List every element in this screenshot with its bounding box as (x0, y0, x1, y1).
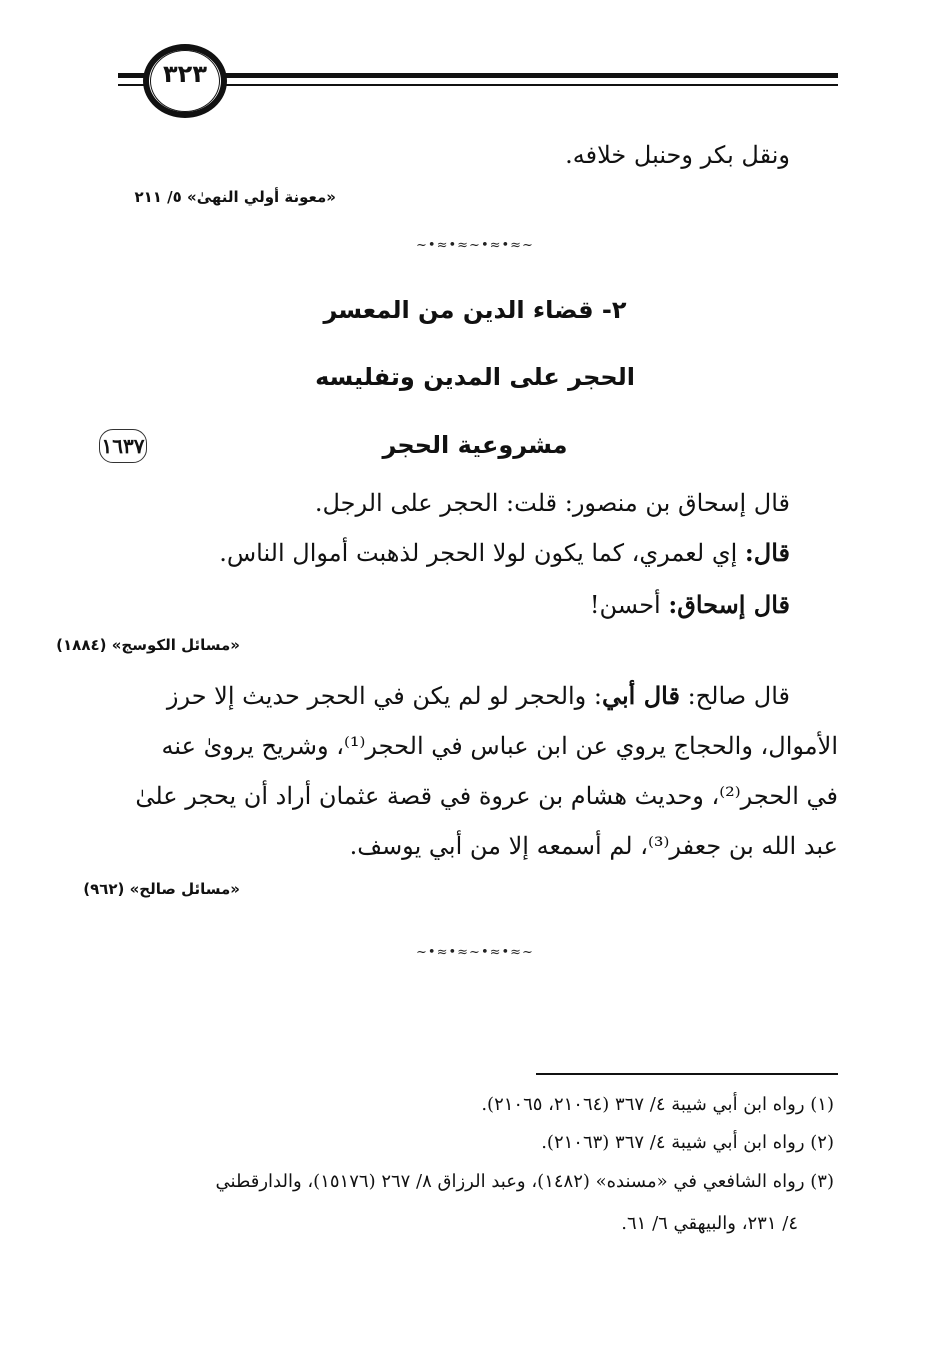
speaker-label: قال إسحاق: (668, 590, 790, 619)
footnote-separator (536, 1073, 838, 1075)
footnote-1: (١) رواه ابن أبي شيبة ٤/ ٣٦٧ (٢١٠٦٤، ٢١٠٦٥). (481, 1094, 834, 1115)
footnote-2: (٢) رواه ابن أبي شيبة ٤/ ٣٦٧ (٢١٠٦٣). (541, 1132, 834, 1153)
entry-number: ١٦٣٧ (101, 434, 145, 458)
section-title: ٢- قضاء الدين من المعسر (323, 296, 627, 324)
footnote-3-continued: ٤/ ٢٣١، والبيهقي ٦/ ٦١. (621, 1213, 798, 1234)
citation-1: «معونة أولي النهىٰ» ٥/ ٢١١ (134, 188, 336, 206)
entry-line-2-text: إي لعمري، كما يكون لولا الحجر لذهبت أموال الناس. (219, 539, 745, 567)
entry-title: مشروعية الحجر (382, 431, 568, 459)
citation-3: «مسائل صالح» (٩٦٢) (83, 880, 240, 898)
paragraph-line-4: عبد الله بن جعفر⁽³⁾، لم أسمعه إلا من أبي يوسف. (349, 832, 838, 860)
entry-line-3 (590, 590, 790, 620)
entry-line-1: قال إسحاق بن منصور: قلت: الحجر على الرجل. (314, 489, 790, 517)
ornament-divider-1: ~•≈•≈~•≈•≈~ (416, 238, 534, 253)
page-number: ٣٢٣ (163, 60, 207, 88)
paragraph-line-1b: : والحجر لو لم يكن في الحجر حديث إلا حرز (166, 682, 602, 710)
ornament-divider-2: ~•≈•≈~•≈•≈~ (416, 945, 534, 960)
continuation-line: ونقل بكر وحنبل خلافه. (565, 141, 790, 169)
entry-line-2 (219, 538, 790, 568)
speaker-label: قال: (744, 538, 790, 567)
entry-line-3-text: أحسن! (589, 591, 669, 619)
citation-2: «مسائل الكوسج» (١٨٨٤) (56, 636, 240, 654)
paragraph-line-1 (167, 681, 790, 711)
paragraph-line-2: الأموال، والحجاج يروي عن ابن عباس في الحجر⁽¹⁾، وشريح يروىٰ عنه (161, 732, 838, 760)
paragraph-line-1a: قال صالح: (679, 682, 790, 710)
speaker-label: قال أبي (602, 681, 680, 710)
footnote-3: (٣) رواه الشافعي في «مسنده» (١٤٨٢)، وعبد الرزاق ٨/ ٢٦٧ (١٥١٧٦)، والدارقطني (215, 1171, 834, 1192)
paragraph-line-3: في الحجر⁽²⁾، وحديث هشام بن عروة في قصة عثمان أراد أن يحجر علىٰ (135, 782, 838, 810)
section-subtitle: الحجر على المدين وتفليسه (315, 363, 635, 391)
